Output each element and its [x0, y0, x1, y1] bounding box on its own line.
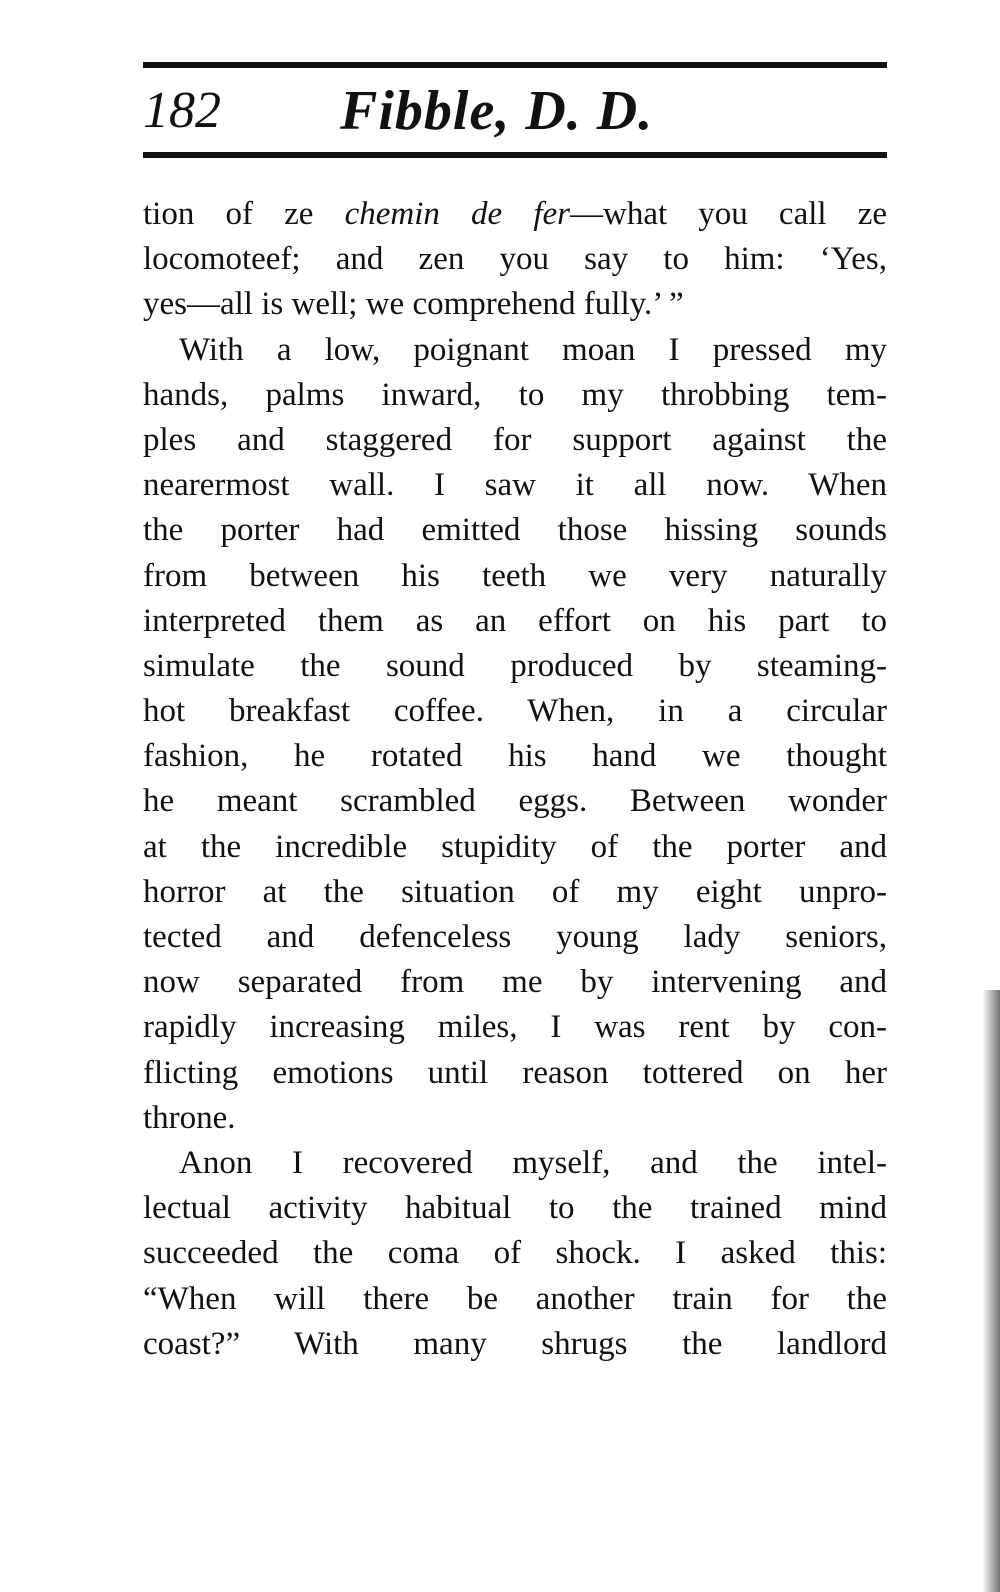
text-line: Anon I recovered myself, and the intel-: [179, 1144, 887, 1181]
text-line: hands, palms inward, to my throbbing tem-: [143, 376, 887, 413]
text-line: lectual activity habitual to the trained mind: [143, 1190, 887, 1227]
running-title: Fibble, D. D.: [340, 80, 654, 142]
text-line: the porter had emitted those hissing sounds: [143, 512, 887, 549]
text-line: horror at the situation of my eight unpro-: [143, 873, 887, 910]
text-line: coast?” With many shrugs the landlord: [143, 1325, 887, 1362]
text-line: yes—all is well; we comprehend fully.’ ”: [143, 286, 684, 323]
running-header: [143, 76, 887, 146]
text-line: at the incredible stupidity of the porter and: [143, 828, 887, 865]
page-number: 182: [143, 82, 221, 139]
text-line: succeeded the coma of shock. I asked this:: [143, 1235, 887, 1272]
text-line: ples and staggered for support against the: [143, 421, 887, 458]
body-text: [143, 192, 887, 1367]
text-line: now separated from me by intervening and: [143, 964, 887, 1001]
text-line: interpreted them as an effort on his part to: [143, 602, 887, 639]
header-top-rule: [143, 62, 887, 68]
text-line: “When will there be another train for the: [143, 1280, 887, 1317]
text-line: simulate the sound produced by steaming-: [143, 647, 887, 684]
text-line: hot breakfast coffee. When, in a circular: [143, 693, 887, 730]
text-line: With a low, poignant moan I pressed my: [179, 331, 887, 368]
text-line: he meant scrambled eggs. Between wonder: [143, 783, 887, 820]
text-run: —what you call ze: [569, 196, 887, 232]
text-line: tected and defenceless young lady seniors,: [143, 919, 887, 955]
header-bottom-rule: [143, 152, 887, 158]
text-line: from between his teeth we very naturally: [143, 557, 887, 594]
text-run: tion of ze: [143, 196, 345, 232]
text-line: fashion, he rotated his hand we thought: [143, 738, 887, 775]
text-line: rapidly increasing miles, I was rent by con-: [143, 1009, 887, 1046]
text-line: throne.: [143, 1099, 236, 1136]
italic-phrase: chemin de fer: [344, 196, 570, 232]
text-line: [143, 192, 887, 237]
text-line: flicting emotions until reason tottered on her: [143, 1054, 887, 1091]
text-line: nearermost wall. I saw it all now. When: [143, 467, 887, 504]
text-line: locomoteef; and zen you say to him: ‘Yes,: [143, 241, 887, 278]
page-edge-shadow: [982, 990, 1000, 1592]
